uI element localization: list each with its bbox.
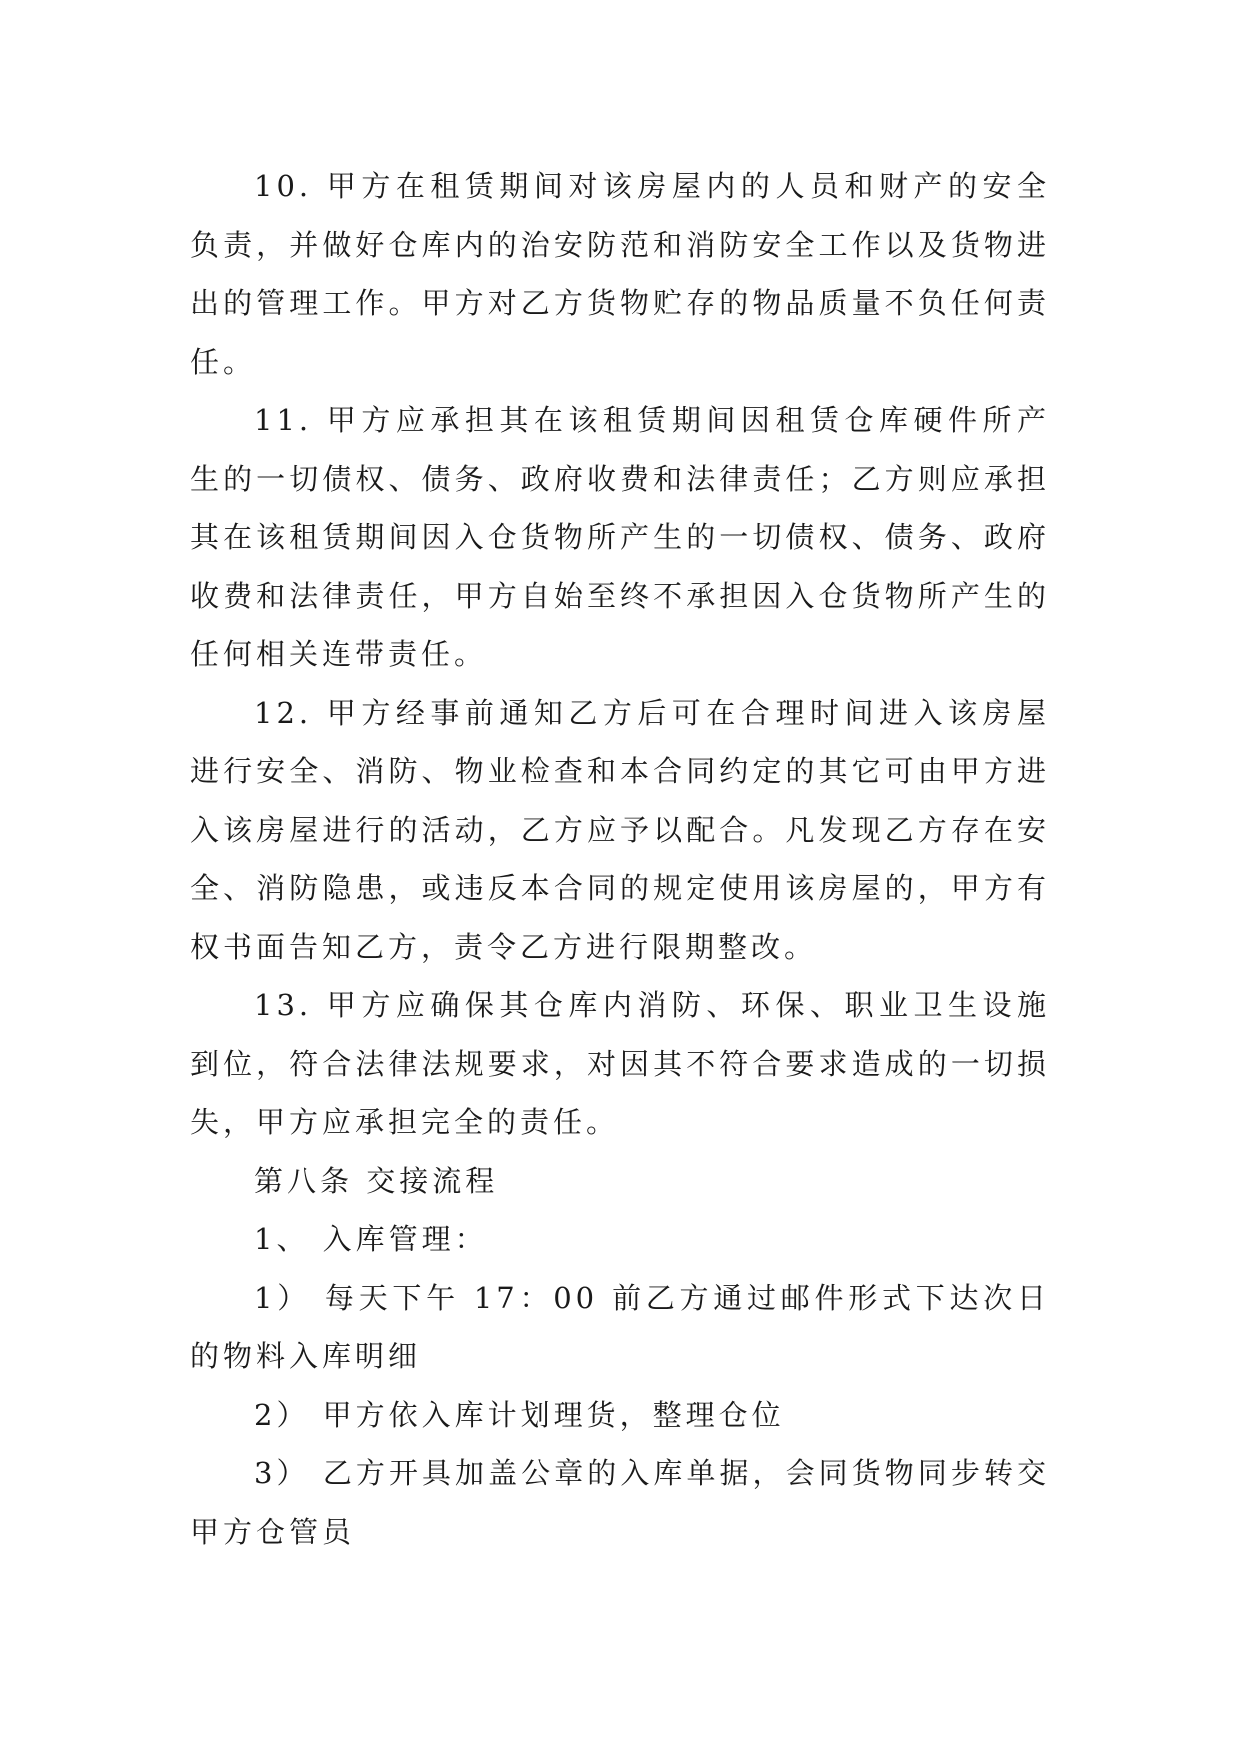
clause-10: 10. 甲方在租赁期间对该房屋内的人员和财产的安全负责，并做好仓库内的治安防范和消防安全工作以及货物进出的管理工作。甲方对乙方货物贮存的物品质量不负任何责任。 [190,169,1050,379]
step-1: 1） 每天下午 17：00 前乙方通过邮件形式下达次日的物料入库明细 [190,1280,1050,1373]
clause-12: 12. 甲方经事前通知乙方后可在合理时间进入该房屋进行安全、消防、物业检查和本合同约定的其它可由甲方进入该房屋进行的活动，乙方应予以配合。凡发现乙方存在安全、消防隐患，或违反本合同的规定使用该房屋的，甲方有权书面告知乙方，责令乙方进行限期整改。 [190,695,1050,964]
clause-11: 11. 甲方应承担其在该租赁期间因租赁仓库硬件所产生的一切债权、债务、政府收费和法律责任；乙方则应承担其在该租赁期间因入仓货物所产生的一切债权、债务、政府收费和法律责任，甲方自始至终不承担因入仓货物所产生的任何相关连带责任。 [190,403,1050,671]
clause-13: 13. 甲方应确保其仓库内消防、环保、职业卫生设施到位，符合法律法规要求，对因其不符合要求造成的一切损失，甲方应承担完全的责任。 [190,988,1050,1139]
document-body [190,157,1050,1561]
step-2: 2） 甲方依入库计划理货，整理仓位 [254,1397,785,1432]
article-8-heading: 第八条 交接流程 [254,1163,499,1198]
item-1-inbound-management: 1、 入库管理： [254,1222,488,1256]
step-3: 3） 乙方开具加盖公章的入库单据，会同货物同步转交甲方仓管员 [190,1456,1050,1549]
